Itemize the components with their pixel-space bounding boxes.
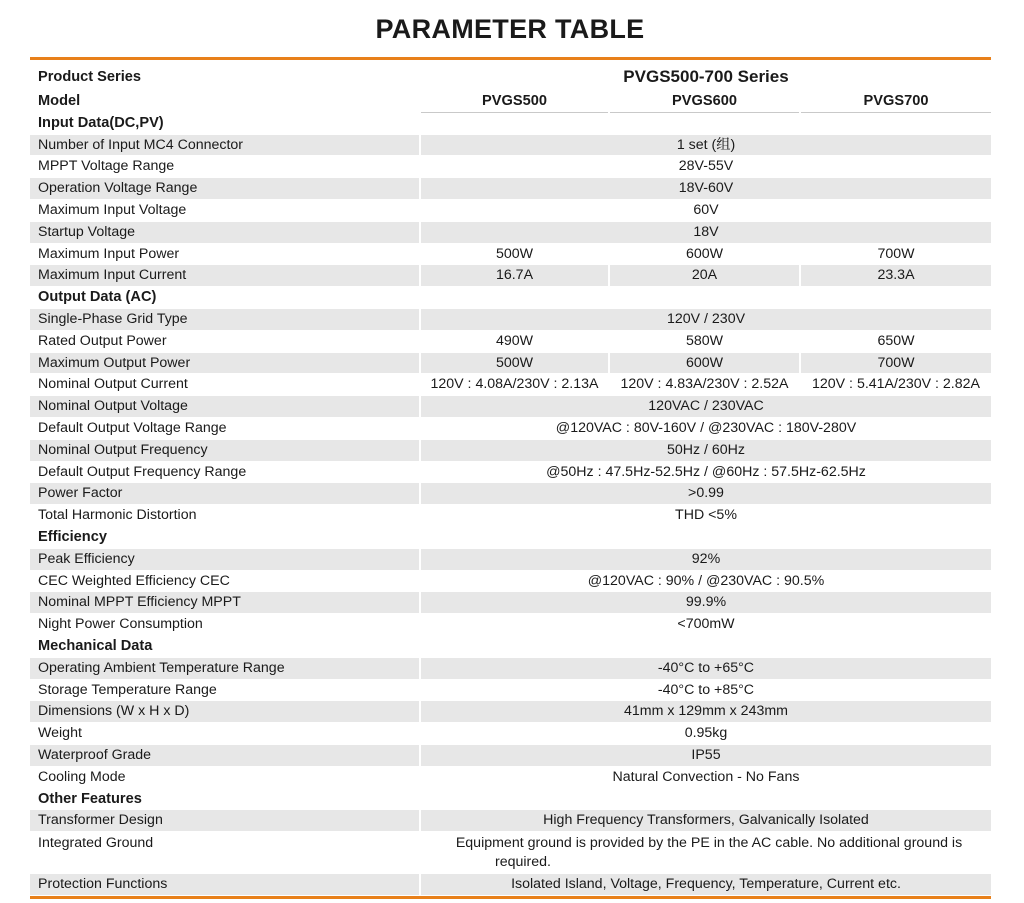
row-value: 120V / 230V [420,308,991,330]
section-blank [420,287,991,309]
table-row [30,352,991,374]
row-label: Efficiency [30,526,420,548]
section-header-row [30,635,991,657]
row-label: Total Harmonic Distortion [30,505,420,527]
row-value: 120VAC / 230VAC [420,396,991,418]
row-value: @50Hz : 47.5Hz-52.5Hz / @60Hz : 57.5Hz-62.5Hz [420,461,991,483]
row-label: Maximum Input Voltage [30,199,420,221]
row-value: 18V-60V [420,178,991,200]
row-label: Transformer Design [30,810,420,832]
table-row [30,614,991,636]
row-label: CEC Weighted Efficiency CEC [30,570,420,592]
row-value: THD <5% [420,505,991,527]
row-label: Nominal MPPT Efficiency MPPT [30,592,420,614]
table-row [30,505,991,527]
row-value: 700W [800,352,991,374]
row-value: <700mW [420,614,991,636]
row-label: Single-Phase Grid Type [30,308,420,330]
row-label: Nominal Output Frequency [30,439,420,461]
section-blank [420,788,991,810]
row-label: MPPT Voltage Range [30,156,420,178]
section-blank [420,635,991,657]
row-value: 92% [420,548,991,570]
product-series-value: PVGS500-700 Series [420,60,991,91]
table-row [30,723,991,745]
row-value: 700W [800,243,991,265]
row-value: 23.3A [800,265,991,287]
section-header-row [30,788,991,810]
row-label: Maximum Input Current [30,265,420,287]
table-row [30,308,991,330]
row-label: Power Factor [30,483,420,505]
row-label: Input Data(DC,PV) [30,112,420,134]
table-row [30,570,991,592]
section-header-row [30,112,991,134]
table-row [30,243,991,265]
row-label: Maximum Output Power [30,352,420,374]
table-row [30,461,991,483]
row-value: @120VAC : 80V-160V / @230VAC : 180V-280V [420,417,991,439]
table-row [30,221,991,243]
table-row [30,374,991,396]
row-label: Operating Ambient Temperature Range [30,657,420,679]
table-row [30,657,991,679]
row-value: 1 set (组) [420,134,991,156]
row-label: Mechanical Data [30,635,420,657]
table-row [30,178,991,200]
row-value: 500W [420,352,609,374]
row-value-line-2: required. [495,853,551,870]
row-label: Storage Temperature Range [30,679,420,701]
table-row [30,396,991,418]
table-row [30,874,991,896]
model-pvgs700: PVGS700 [800,91,991,113]
product-series-row [30,60,991,91]
table-row [30,199,991,221]
table-row [30,134,991,156]
row-label: Cooling Mode [30,766,420,788]
section-header-row [30,287,991,309]
section-header-row [30,526,991,548]
row-value: High Frequency Transformers, Galvanically Isolated [420,810,991,832]
row-value: Isolated Island, Voltage, Frequency, Temperature, Current etc. [420,874,991,896]
row-label: Dimensions (W x H x D) [30,701,420,723]
row-label: Operation Voltage Range [30,178,420,200]
row-value: 600W [609,243,800,265]
row-value: 99.9% [420,592,991,614]
row-label: Protection Functions [30,874,420,896]
table-row [30,744,991,766]
row-value: 580W [609,330,800,352]
row-value: 28V-55V [420,156,991,178]
row-label: Nominal Output Current [30,374,420,396]
row-value: IP55 [420,744,991,766]
section-blank [420,526,991,548]
row-value: 0.95kg [420,723,991,745]
table-row [30,701,991,723]
row-value: Natural Convection - No Fans [420,766,991,788]
row-value: 120V : 5.41A/230V : 2.82A [800,374,991,396]
row-value: 490W [420,330,609,352]
row-value: >0.99 [420,483,991,505]
row-label: Waterproof Grade [30,744,420,766]
row-label: Integrated Ground [30,832,420,874]
row-value: 120V : 4.08A/230V : 2.13A [420,374,609,396]
row-value: 20A [609,265,800,287]
table-row [30,439,991,461]
model-label: Model [30,91,420,113]
row-label: Number of Input MC4 Connector [30,134,420,156]
table-row [30,592,991,614]
table-row [30,156,991,178]
model-row [30,91,991,113]
row-label: Other Features [30,788,420,810]
page-title [0,14,1024,45]
row-label: Maximum Input Power [30,243,420,265]
row-label: Default Output Voltage Range [30,417,420,439]
table-row [30,766,991,788]
row-label: Output Data (AC) [30,287,420,309]
row-value [420,832,991,874]
row-value: 18V [420,221,991,243]
table-row [30,679,991,701]
row-value: 500W [420,243,609,265]
product-series-label: Product Series [30,60,420,91]
row-value: 650W [800,330,991,352]
table-row [30,832,991,874]
row-label: Night Power Consumption [30,614,420,636]
table-row [30,483,991,505]
spec-table [30,60,991,896]
table-row [30,265,991,287]
row-value-line-1: Equipment ground is provided by the PE in the AC cable. No additional ground is [455,834,963,851]
row-value: 50Hz / 60Hz [420,439,991,461]
row-value: 120V : 4.83A/230V : 2.52A [609,374,800,396]
row-value: -40°C to +65°C [420,657,991,679]
row-label: Rated Output Power [30,330,420,352]
table-row [30,810,991,832]
model-pvgs500: PVGS500 [420,91,609,113]
row-label: Weight [30,723,420,745]
table-row [30,548,991,570]
parameter-table [30,57,991,899]
table-row [30,330,991,352]
row-value: 600W [609,352,800,374]
row-value: 60V [420,199,991,221]
row-value: -40°C to +85°C [420,679,991,701]
row-value: 41mm x 129mm x 243mm [420,701,991,723]
row-label: Peak Efficiency [30,548,420,570]
row-label: Nominal Output Voltage [30,396,420,418]
section-blank [420,112,991,134]
row-label: Startup Voltage [30,221,420,243]
model-pvgs600: PVGS600 [609,91,800,113]
title-text: PARAMETER TABLE [375,14,645,44]
row-value: @120VAC : 90% / @230VAC : 90.5% [420,570,991,592]
row-label: Default Output Frequency Range [30,461,420,483]
row-value: 16.7A [420,265,609,287]
table-row [30,417,991,439]
